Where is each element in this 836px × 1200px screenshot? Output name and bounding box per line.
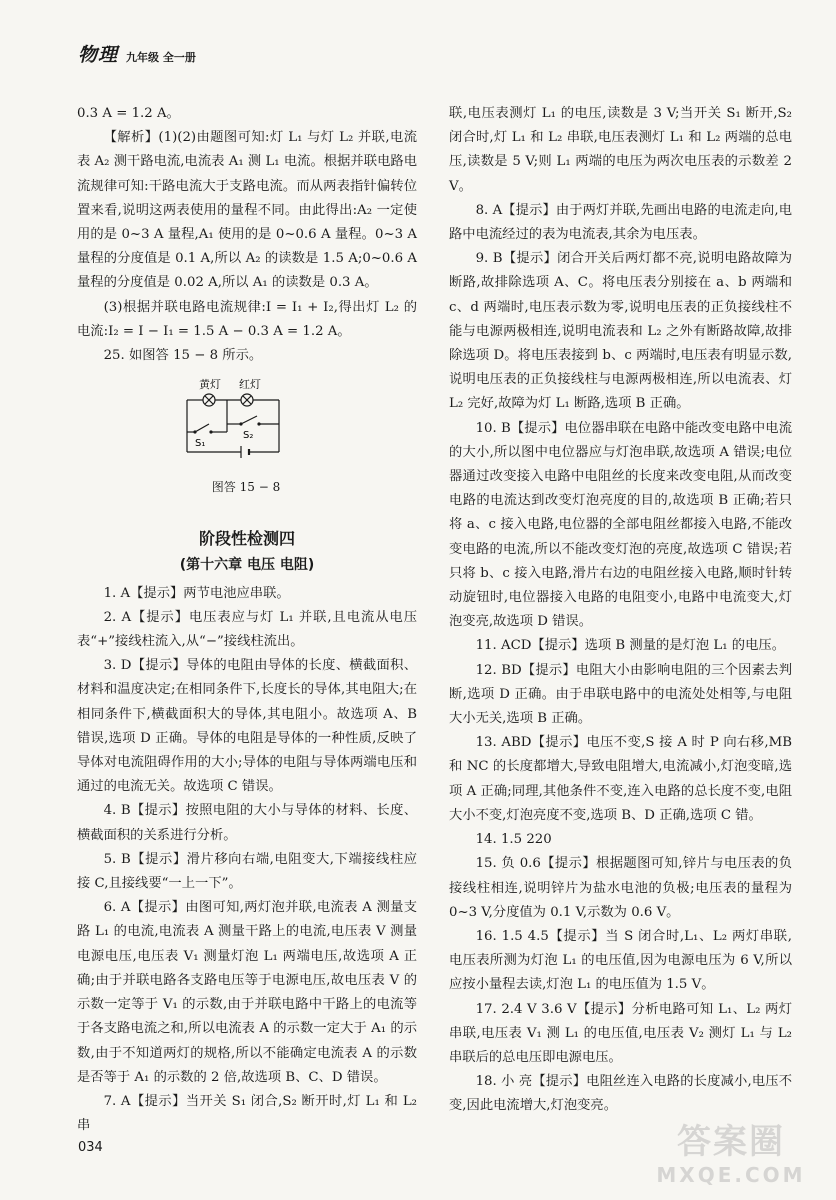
figure-caption: 图答 15 − 8 [211, 480, 281, 495]
lamp1-label: 黄灯 [199, 378, 221, 392]
answer-item: 2. A【提示】电压表应与灯 L₁ 并联,且电流从电压表“+”接线柱流入,从“−”接线柱流出。 [77, 609, 417, 650]
answer-item: 7. A【提示】当开关 S₁ 闭合,S₂ 断开时,灯 L₁ 和 L₂ 串 [77, 1093, 417, 1134]
circuit-diagram [181, 376, 311, 464]
watermark-logo-text: 答案圈 [677, 1122, 785, 1162]
answer-paragraph: 0.3 A = 1.2 A。 [77, 106, 180, 121]
site-watermark [656, 1114, 806, 1192]
answer-item: 9. B【提示】闭合开关后两灯都不亮,说明电路故障为断路,故排除选项 A、C。将电压表分别接在 a、b 两端和 c、d 两端时,电压表示数为零,说明电压表的正负接线柱不能与电源两极相连,说明电流表和 L₂ 之外有断路故障,故排除选项 D。将电压表接到 b、c 两端时,电压表有明显示数,说明电压表的正负接线柱与电源两极相连,所以电流表、灯 L₂ 完好,故障为灯 L₁ 断路,选项 B 正确。 [449, 251, 792, 412]
answer-item: 5. B【提示】滑片移向右端,电阻变大,下端接线柱应接 C,且接线要“一上一下”。 [77, 851, 417, 892]
subject-title: 物理 [78, 44, 119, 66]
answer-item: 8. A【提示】由于两灯并联,先画出电路的电流走向,电路中电流经过的表为电流表,其余为电压表。 [449, 202, 792, 243]
answer-item: 17. 2.4 V 3.6 V【提示】分析电路可知 L₁、L₂ 两灯串联,电压表 V₁ 测 L₁ 的电压值,电压表 V₂ 测灯 L₁ 与 L₂ 串联后的总电压即电源电压。 [449, 1001, 792, 1065]
answer-item: 15. 负 0.6【提示】根据题图可知,锌片与电压表的负接线柱相连,说明锌片为盐水电池的负极;电压表的量程为 0~3 V,分度值为 0.1 V,示数为 0.6 V。 [449, 856, 792, 920]
switch-s1-label: S₁ [195, 438, 206, 450]
answer-item: 12. BD【提示】电阻大小由影响电阻的三个因素去判断,选项 D 正确。由于串联电路中的电流处处相等,与电阻大小无关,选项 B 正确。 [449, 662, 792, 727]
switch-s1-icon [195, 424, 209, 432]
section-subtitle: (第十六章 电压 电阻) [179, 556, 315, 573]
answer-item: 联,电压表测灯 L₁ 的电压,读数是 3 V;当开关 S₁ 断开,S₂ 闭合时,灯 L₁ 和 L₂ 串联,电压表测灯 L₁ 和 L₂ 两端的总电压,读数是 5 V;则 L₁ 两端的电压为两次电压表的示数差 2 V。 [449, 106, 792, 194]
answer-paragraph: 【解析】(1)(2)由题图可知:灯 L₁ 与灯 L₂ 并联,电流表 A₂ 测干路电流,电流表 A₁ 测 L₁ 电流。根据并联电路电流规律可知:干路电流大于支路电流。而从两表指针偏转位置来看,说明这两表使用的量程不同。由此得出:A₂ 一定使用的是 0~3 A 量程,A₁ 使用的是 0~0.6 A 量程。0~3 A 量程的分度值是 0.1 A,所以 A₂ 的读数是 1.5 A;0~0.6 A 量程的分度值是 0.02 A,所以 A₁ 的读数是 0.3 A。 [77, 130, 417, 291]
answer-item: 16. 1.5 4.5【提示】当 S 闭合时,L₁、L₂ 两灯串联,电压表所测为灯泡 L₁ 的电压值,因为电源电压为 6 V,所以应按小量程去读,灯泡 L₁ 的电压值为 1.5 V。 [449, 928, 792, 993]
page-header [78, 40, 196, 67]
answer-item: 1. A【提示】两节电池应串联。 [103, 585, 290, 601]
answer-item: 13. ABD【提示】电压不变,S 接 A 时 P 向右移,MB 和 NC 的长度都增大,导致电阻增大,电流减小,灯泡变暗,选项 A 正确;同理,其他条件不变,连入电路的总长度不变,电阻大小不变,灯泡亮度不变,选项 B、D 正确,选项 C 错。 [449, 735, 792, 823]
left-column [77, 102, 417, 1138]
section-title: 阶段性检测四 [198, 528, 295, 548]
grade-label: 九年级 全一册 [126, 51, 196, 64]
lamp2-label: 红灯 [239, 378, 261, 392]
answer-item: 14. 1.5 220 [475, 832, 552, 848]
answer-paragraph: 25. 如图答 15 − 8 所示。 [103, 348, 263, 364]
circuit-figure [77, 376, 417, 499]
answer-item: 4. B【提示】按照电阻的大小与导体的材料、长度、横截面积的关系进行分析。 [77, 803, 417, 843]
answer-item: 6. A【提示】由图可知,两灯泡并联,电流表 A 测量支路 L₁ 的电流,电流表 A 测量干路上的电流,电压表 V 测量电源电压,电压表 V₁ 测量灯泡 L₁ 两端电压,故选项 A 正确;由于并联电路各支路电压等于电源电压,故电压表 V 的示数一定等于 V₁ 的示数,由于并联电路中干路上的电流等于各支路电流之和,所以电流表 A 的示数一定大于 A₁ 的示数,由于不知道两灯的规格,所以不能确定电流表 A 的示数是否等于 A₁ 的示数的 2 倍,故选项 B、C、D 错误。 [77, 900, 417, 1085]
watermark-url: MXQE.COM [656, 1163, 806, 1187]
switch-s2-label: S₂ [243, 430, 254, 442]
switch-s2-icon [241, 416, 257, 424]
answer-item: 10. B【提示】电位器串联在电路中能改变电路中电流的大小,所以图中电位器应与灯泡串联,故选项 A 错误;电位器通过改变接入电路中电阻丝的长度来改变电阻,从而改变电路的电流达到改变灯泡亮度的目的,故选项 B 正确;若只将 a、c 接入电路,电位器的全部电阻丝都接入电路,不能改变电路的电流,所以不能改变灯泡的亮度,故选项 C 错误;若只将 b、c 接入电路,滑片右边的电阻丝接入电路,顺时针转动旋钮时,电位器接入电路的电阻变小,电路中电流变大,灯泡变亮,故选项 D 错误。 [449, 420, 792, 630]
right-column [449, 102, 792, 1119]
answer-item: 18. 小 亮【提示】电阻丝连入电路的长度减小,电压不变,因此电流增大,灯泡变亮。 [449, 1074, 792, 1114]
answer-paragraph: (3)根据并联电路电流规律:I = I₁ + I₂,得出灯 L₂ 的电流:I₂ = I − I₁ = 1.5 A − 0.3 A = 1.2 A。 [77, 299, 417, 339]
answer-item: 11. ACD【提示】选项 B 测量的是灯泡 L₁ 的电压。 [475, 638, 785, 654]
answer-item: 3. D【提示】导体的电阻由导体的长度、横截面积、材料和温度决定;在相同条件下,长度长的导体,其电阻大;在相同条件下,横截面积大的导体,其电阻小。故选项 A、B 错误,选项 D 正确。导体的电阻是导体的一种性质,反映了导体对电流阻碍作用的大小;导体的电阻与导体两端电压和通过的电流无关。故选项 C 错误。 [77, 658, 417, 795]
page-number: 034 [78, 1140, 103, 1155]
